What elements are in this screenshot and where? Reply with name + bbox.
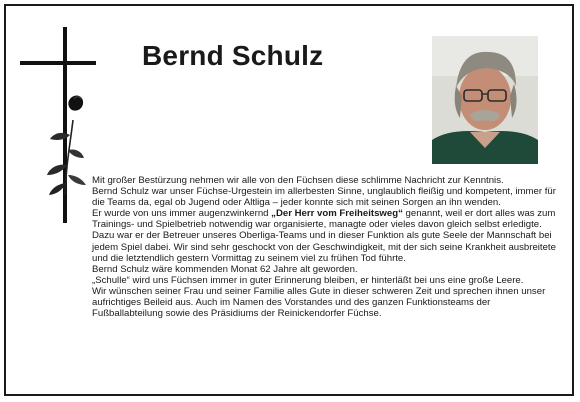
- paragraph: Bernd Schulz war unser Füchse-Urgestein im allerbesten Sinne, unglaublich fleißig und kompetent, immer für die Teams da, egal ob Jugend oder Altliga – jeder konnte sich mit seinen Sorgen an ihn wenden.: [92, 186, 556, 209]
- portrait-photo: [432, 36, 538, 164]
- paragraph: Wir wünschen seiner Frau und seiner Familie alles Gute in dieser schweren Zeit und sprechen ihnen unser aufrichtiges Beileid aus. Auch im Namen des Vorstandes und des ganzen Funktionsteams der Fußballabteilung sowie des Präsidiums der Reinickendorfer Füchse.: [92, 285, 546, 320]
- paragraph: „Schulle“ wird uns Füchsen immer in guter Erinnerung bleiben, er hinterläßt bei uns eine große Leere.: [92, 274, 524, 286]
- paragraph: Mit großer Bestürzung nehmen wir alle von den Füchsen diese schlimme Nachricht zur Kenntnis.: [92, 175, 504, 186]
- paragraph: Bernd Schulz wäre kommenden Monat 62 Jahre alt geworden.: [92, 263, 358, 275]
- deceased-name: Bernd Schulz: [142, 40, 324, 71]
- nickname-highlight: „Der Herr vom Freiheitsweg“: [271, 208, 403, 220]
- paragraph: Er wurde von uns immer augenzwinkernd „Der Herr vom Freiheitsweg“ genannt, weil er dort alles was zum Trainings- und Spielbetrieb notwendig war organisierte, managte oder vieles davon gleich selbst erledigte. Dazu war er der Betreuer unseres Oberliga-Teams und in dieser Funktion als gute Seele der Mannschaft bei jedem Spiel dabei. Wir sind sehr geschockt von der Geschwindigkeit, mit der sich seine Krankheit ausbreitete und die letztendlich gestern Vormittag zu seinem viel zu frühen Tod führte.: [92, 208, 556, 264]
- obituary-text: [92, 175, 562, 319]
